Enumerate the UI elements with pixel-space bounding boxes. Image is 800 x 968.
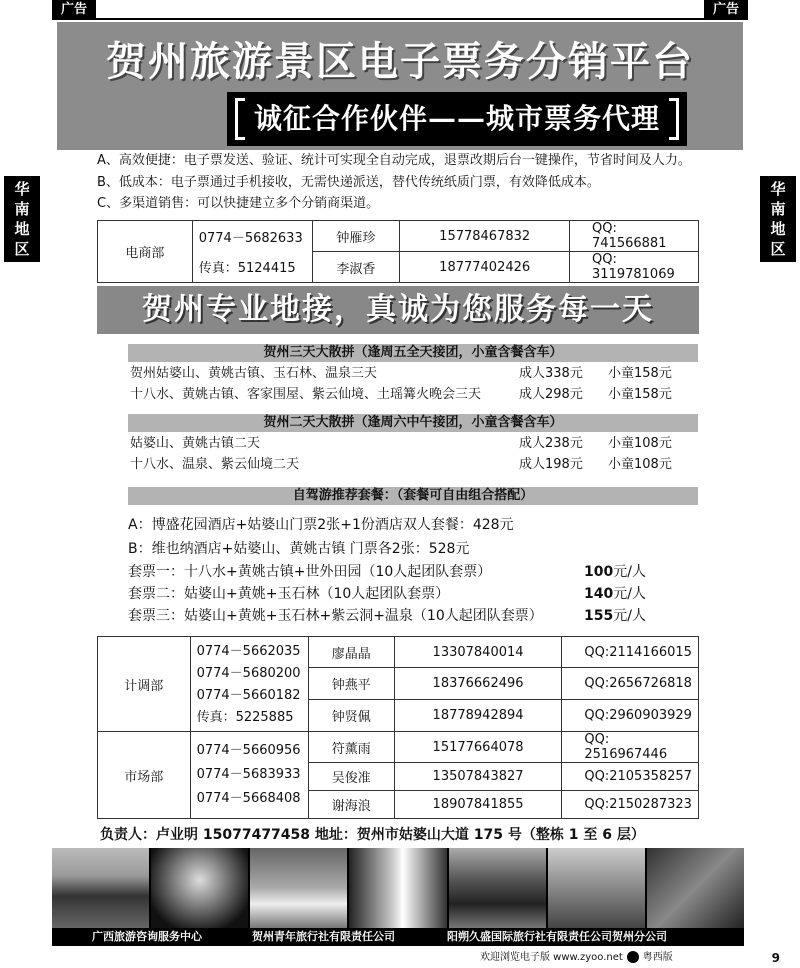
hero-banner (57, 22, 743, 150)
bracket-right-icon (669, 98, 679, 140)
bracket-left-icon (235, 98, 245, 140)
contact-qq: QQ:2150287323 (562, 791, 699, 819)
sponsor-name: 阳朔久盛国际旅行社有限责任公司贺州分公司 (447, 930, 667, 943)
package-row (128, 455, 698, 475)
ecommerce-phone: 0774－5682633 (192, 221, 312, 252)
scenery-photo (52, 848, 149, 928)
hero-subtitle-box (227, 92, 687, 146)
package-route: 姑婆山、黄姚古镇二天 (130, 436, 261, 451)
ecommerce-contact-table (97, 220, 699, 283)
scenery-photo (548, 848, 645, 928)
adult-price: 成人338元 (519, 366, 583, 381)
contact-qq: QQ: 741566881 (570, 221, 699, 252)
circle-logo-icon (627, 951, 639, 963)
contact-qq: QQ:2114166015 (562, 637, 699, 668)
ad-tag-left: 广告 (52, 0, 96, 20)
contact-name: 谢海浪 (308, 791, 394, 819)
package-2day-title: 贺州二天大散拼（逢周六中午接团，小童含餐含车） (128, 414, 698, 432)
child-price: 小童158元 (608, 387, 672, 402)
contact-name: 钟雁珍 (312, 221, 400, 252)
contact-mobile: 13307840014 (394, 637, 562, 668)
contact-qq: QQ: 2516967446 (562, 732, 699, 763)
scenery-photo (647, 848, 744, 928)
scenery-photo (250, 848, 347, 928)
ad-tag-right: 广告 (704, 0, 748, 20)
local-service-banner: 贺州专业地接，真诚为您服务每一天 (97, 286, 699, 334)
package-3day-title: 贺州三天大散拼（逢周五全天接团，小童含餐含车） (128, 344, 698, 362)
contact-name: 符薰雨 (308, 732, 394, 763)
contact-name: 李淑香 (312, 252, 400, 283)
contact-mobile: 15778467832 (400, 221, 570, 252)
sponsor-name: 贺州青年旅行社有限责任公司 (252, 930, 395, 943)
scenery-photo-strip (52, 848, 744, 928)
page-footer: 欢迎浏览电子版 www.zyoo.net 粤西版 9 (480, 951, 780, 965)
contact-name: 钟贤佩 (308, 700, 394, 732)
self-drive-line: 套票三：姑婆山+黄姚+玉石林+紫云洞+温泉（10人起团队套票） 155元/人 (128, 608, 646, 624)
contact-qq: QQ:2105358257 (562, 763, 699, 791)
top-rule (52, 18, 748, 20)
ecommerce-fax: 传真：5124415 (192, 252, 312, 283)
dept-ecommerce: 电商部 (98, 221, 193, 283)
child-price: 小童158元 (608, 366, 672, 381)
contact-mobile: 13507843827 (394, 763, 562, 791)
contact-qq: QQ: 3119781069 (570, 252, 699, 283)
feature-a: A、高效便捷：电子票发送、验证、统计可实现全自动完成，退票改期后台一键操作，节省时间及人力。 (97, 153, 691, 168)
sponsor-name: 广西旅游咨询服务中心 (92, 930, 202, 943)
scenery-photo (449, 848, 546, 928)
contact-name: 钟燕平 (308, 668, 394, 700)
self-drive-title: 自驾游推荐套餐：（套餐可自由组合搭配） (128, 487, 698, 505)
contact-mobile: 18376662496 (394, 668, 562, 700)
dept-market: 市场部 (98, 732, 191, 819)
contact-mobile: 15177664078 (394, 732, 562, 763)
dispatch-phones: 0774－5662035 0774－5680200 0774－5660182 传真：5225885 (190, 637, 308, 732)
scenery-photo (151, 848, 248, 928)
package-route: 十八水、黄姚古镇、客家围屋、紫云仙境、土瑶篝火晚会三天 (130, 387, 482, 402)
self-drive-line: B：维也纳酒店+姑婆山、黄姚古镇 门票各2张：528元 (128, 541, 470, 557)
page-number: 9 (771, 951, 780, 965)
ticket-price: 100元/人 (584, 564, 646, 580)
contact-mobile: 18777402426 (400, 252, 570, 283)
self-drive-line: A：博盛花园酒店+姑婆山门票2张+1份酒店双人套餐：428元 (128, 517, 514, 533)
self-drive-line: 套票一：十八水+黄姚古镇+世外田园（10人起团队套票） 100元/人 (128, 564, 646, 580)
feature-b: B、低成本：电子票通过手机接收，无需快递派送，替代传统纸质门票，有效降低成本。 (97, 175, 600, 190)
scenery-photo (349, 848, 446, 928)
contact-mobile: 18907841855 (394, 791, 562, 819)
ticket-price: 140元/人 (584, 586, 646, 602)
contact-name: 廖晶晶 (308, 637, 394, 668)
child-price: 小童108元 (608, 436, 672, 451)
ticket-price: 155元/人 (584, 608, 646, 624)
package-route: 贺州姑婆山、黄姚古镇、玉石林、温泉三天 (130, 366, 378, 381)
dept-contact-table (97, 636, 699, 819)
footer-contact: 负责人：卢业明 15077477458 地址：贺州市姑婆山大道 175 号（整栋 1 至 6 层） (100, 827, 645, 843)
contact-qq: QQ:2960903929 (562, 700, 699, 732)
contact-qq: QQ:2656726818 (562, 668, 699, 700)
feature-c: C、多渠道销售：可以快捷建立多个分销商渠道。 (97, 196, 380, 211)
adult-price: 成人198元 (519, 457, 583, 472)
dept-dispatch: 计调部 (98, 637, 191, 732)
adult-price: 成人238元 (519, 436, 583, 451)
package-route: 十八水、温泉、紫云仙境二天 (130, 457, 300, 472)
adult-price: 成人298元 (519, 387, 583, 402)
market-phones: 0774－5660956 0774－5683933 0774－5668408 (190, 732, 308, 819)
package-row (128, 434, 698, 454)
self-drive-line: 套票二：姑婆山+黄姚+玉石林（10人起团队套票） 140元/人 (128, 586, 646, 602)
region-tab-left: 华 南 地 区 (4, 176, 40, 262)
contact-name: 吴俊准 (308, 763, 394, 791)
sponsor-bar (52, 928, 744, 946)
hero-subtitle: 诚征合作伙伴——城市票务代理 (253, 102, 660, 135)
hero-title: 贺州旅游景区电子票务分销平台 (106, 39, 694, 85)
contact-mobile: 18778942894 (394, 700, 562, 732)
package-row (128, 364, 698, 384)
child-price: 小童108元 (608, 457, 672, 472)
package-row (128, 385, 698, 405)
region-tab-right: 华 南 地 区 (760, 176, 796, 262)
